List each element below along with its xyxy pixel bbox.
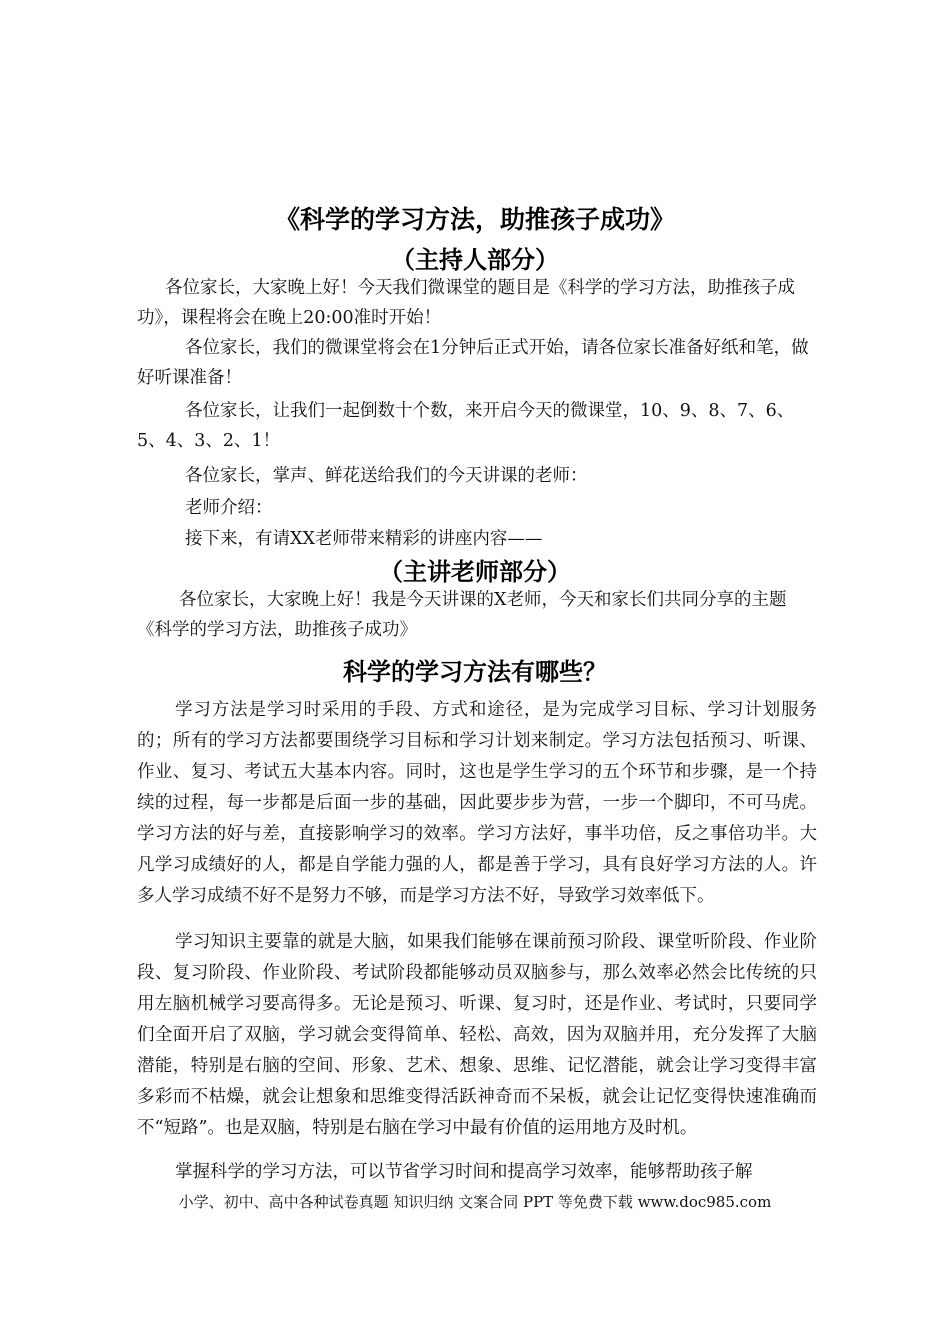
host-paragraph-3: 各位家长，让我们一起倒数十个数，来开启今天的微课堂，10、9、8、7、6、5、4、3、2、1！ bbox=[137, 401, 795, 451]
body-paragraph-2: 学习知识主要靠的就是大脑，如果我们能够在课前预习阶段、课堂听阶段、作业阶段、复习阶段、作业阶段、考试阶段都能够动员双脑参与，那么效率必然会比传统的只用左脑机械学习要高得多。无论是预习、听课、复习时，还是作业、考试时，只要同学们全面开启了双脑，学习就会变得简单、轻松、高效，因为双脑并用，充分发挥了大脑潜能，特别是右脑的空间、形象、艺术、想象、思维、记忆潜能，就会让学习变得丰富多彩而不枯燥，就会让想象和思维变得活跃神奇而不呆板，就会让记忆变得快速准确而不“短路”。也是双脑，特别是右脑在学习中最有价值的运用地方及时机。 bbox=[137, 932, 817, 1138]
host-section-heading: （主持人部分） bbox=[391, 246, 559, 274]
body-paragraph-1: 学习方法是学习时采用的手段、方式和途径，是为完成学习目标、学习计划服务的；所有的学习方法都要围绕学习目标和学习计划来制定。学习方法包括预习、听课、作业、复习、考试五大基本内容。同时，这也是学生学习的五个环节和步骤，是一个持续的过程，每一步都是后面一步的基础，因此要步步为营，一步一个脚印，不可马虎。学习方法的好与差，直接影响学习的效率。学习方法好，事半功倍，反之事倍功半。大凡学习成绩好的人，都是自学能力强的人，都是善于学习，具有良好学习方法的人。许多人学习成绩不好不是努力不够，而是学习方法不好，导致学习效率低下。 bbox=[137, 700, 817, 906]
body-paragraph-3: 掌握科学的学习方法，可以节省学习时间和提高学习效率，能够帮助孩子解 bbox=[175, 1162, 753, 1182]
document-title: 《科学的学习方法，助推孩子成功》 bbox=[274, 205, 675, 234]
page-footer: 小学、初中、高中各种试卷真题 知识归纳 文案合同 PPT 等免费下载 www.doc985.com bbox=[178, 1193, 772, 1211]
host-paragraph-5: 老师介绍： bbox=[185, 498, 273, 518]
host-paragraph-2: 各位家长，我们的微课堂将会在1分钟后正式开始，请各位家长准备好纸和笔，做好听课准备！ bbox=[137, 338, 809, 388]
teacher-intro-paragraph: 各位家长，大家晚上好！我是今天讲课的X老师，今天和家长们共同分享的主题《科学的学习方法，助推孩子成功》 bbox=[137, 590, 787, 640]
host-paragraph-6: 接下来，有请XX老师带来精彩的讲座内容—— bbox=[185, 529, 543, 549]
teacher-section-heading: （主讲老师部分） bbox=[379, 558, 571, 586]
host-paragraph-4: 各位家长，掌声、鲜花送给我们的今天讲课的老师： bbox=[185, 466, 588, 486]
section-heading: 科学的学习方法有哪些？ bbox=[343, 658, 607, 686]
host-paragraph-1: 各位家长，大家晚上好！今天我们微课堂的题目是《科学的学习方法，助推孩子成功》，课程将会在晚上20:00准时开始！ bbox=[137, 278, 795, 328]
